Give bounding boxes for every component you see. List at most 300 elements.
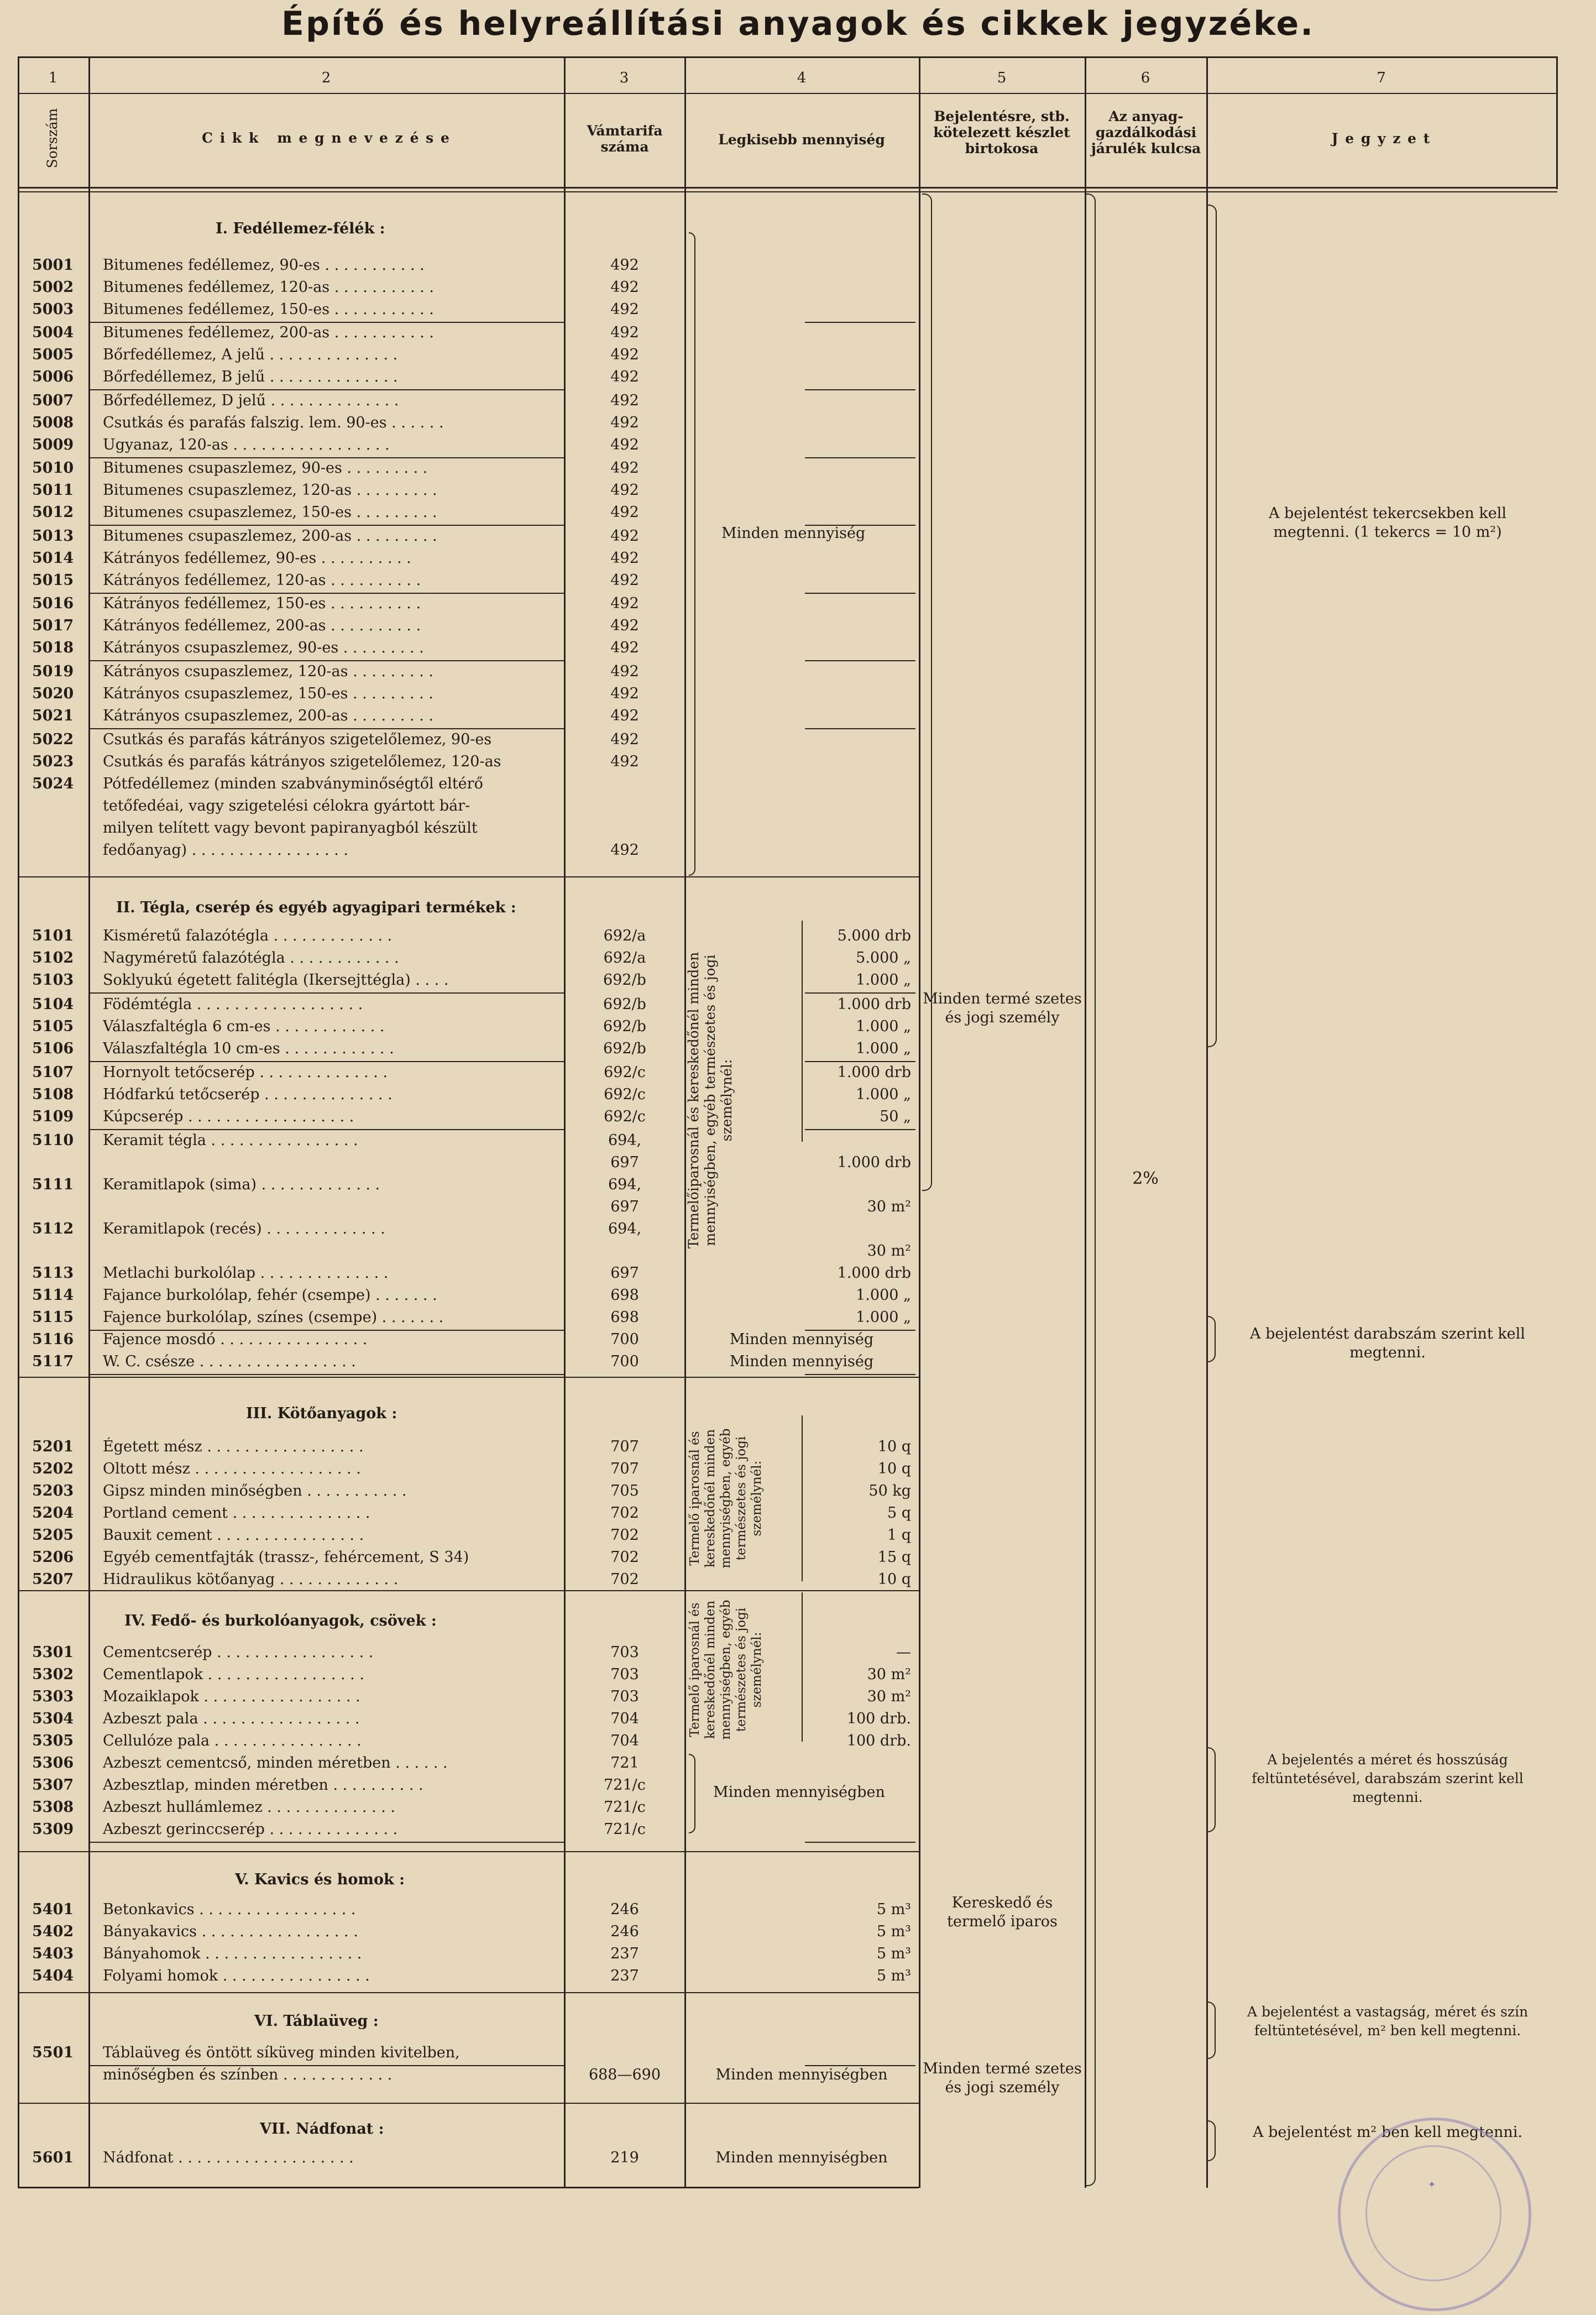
- note-5: A bejelentést m² ben kell megtenni.: [1253, 2124, 1522, 2141]
- row-tariff: 697: [610, 1154, 639, 1171]
- document-title: Építő és helyreállítási anyagok és cikkek jegyzéke.: [281, 4, 1315, 43]
- row-item-name: Cementlapok . . . . . . . . . . . . . . . . .: [103, 1666, 364, 1683]
- row-number: 5203: [32, 1482, 74, 1499]
- row-group-rule: [88, 2065, 564, 2066]
- row-item-name: Bőrfedéllemez, B jelű . . . . . . . . . . . . . .: [103, 368, 398, 385]
- row-tariff: 694,: [608, 1220, 642, 1237]
- row-tariff: 237: [610, 1945, 639, 1962]
- row-tariff: 703: [610, 1644, 639, 1661]
- row-tariff: 246: [610, 1901, 639, 1918]
- row-tariff: 492: [610, 527, 639, 545]
- col-number-6: 6: [1140, 70, 1150, 86]
- row-min-quantity: 1.000 drb: [837, 1264, 911, 1282]
- row-tariff: 492: [610, 707, 639, 724]
- holder-brace-1: [922, 194, 932, 1191]
- section-heading-6: VI. Táblaüveg :: [254, 2013, 379, 2030]
- note-brace-5: [1208, 2120, 1216, 2161]
- row-item-name: Kátrányos csupaszlemez, 120-as . . . . . . . . .: [103, 663, 433, 680]
- row-item-name: Betonkavics . . . . . . . . . . . . . . . . .: [103, 1901, 356, 1918]
- section-heading-3: III. Kötőanyagok :: [246, 1405, 397, 1422]
- qty-group-label-1: Minden mennyiség: [721, 525, 866, 542]
- row-number: 5014: [32, 550, 74, 567]
- row-number: 5306: [32, 1754, 74, 1771]
- row-item-name: Bitumenes csupaszlemez, 150-es . . . . . . . . .: [103, 504, 437, 521]
- row-tariff: 704: [610, 1710, 639, 1727]
- holder-label-3: Minden termé szetes és jogi személy: [923, 2060, 1082, 2096]
- row-item-name: Fajance burkolólap, fehér (csempe) . . . . . . .: [103, 1287, 437, 1304]
- row-number: 5104: [32, 996, 74, 1013]
- row-item-name: minőségben és színben . . . . . . . . . . . .: [103, 2066, 393, 2083]
- rate-brace: [1085, 194, 1096, 2186]
- row-min-quantity: 5 q: [887, 1504, 911, 1522]
- row-item-name: Oltott mész . . . . . . . . . . . . . . . . . .: [103, 1460, 361, 1477]
- row-tariff: 492: [610, 842, 639, 859]
- row-number: 5011: [32, 482, 74, 499]
- row-min-quantity: 5 m³: [876, 1967, 911, 1984]
- row-tariff: 697: [610, 1264, 639, 1282]
- row-group-rule: [88, 525, 564, 526]
- row-item-name: fedőanyag) . . . . . . . . . . . . . . . . .: [103, 842, 348, 859]
- row-number: 5308: [32, 1799, 74, 1816]
- row-tariff: 692/b: [603, 1040, 646, 1057]
- row-group-rule: [88, 1129, 564, 1130]
- row-tariff: 492: [610, 550, 639, 567]
- row-min-quantity: Minden mennyiség: [729, 1353, 874, 1370]
- row-tariff: 692/b: [603, 971, 646, 989]
- row-item-name: Hódfarkú tetőcserép . . . . . . . . . . . . . .: [103, 1086, 393, 1103]
- row-number: 5501: [32, 2044, 74, 2061]
- row-item-name: Egyéb cementfajták (trassz-, fehércement, S 34): [103, 1549, 469, 1566]
- row-group-rule: [88, 992, 564, 994]
- col-line-7: [1556, 56, 1558, 189]
- row-min-quantity: 10 q: [877, 1571, 911, 1588]
- holder-label-2: Kereskedő és termelő iparos: [947, 1894, 1058, 1930]
- qty-brace-2: [689, 1754, 695, 1833]
- row-tariff: 492: [610, 639, 639, 656]
- row-item-name: Bitumenes fedéllemez, 200-as . . . . . . . . . . .: [103, 324, 434, 341]
- row-group-rule-qty: [805, 992, 915, 994]
- row-item-name: Fajence burkolólap, színes (csempe) . . . . . . .: [103, 1309, 444, 1326]
- row-number: 5002: [32, 279, 74, 296]
- row-min-quantity: 5 m³: [876, 1945, 911, 1962]
- row-number: 5019: [32, 663, 74, 680]
- row-tariff: 692/c: [604, 1064, 646, 1081]
- row-tariff: 492: [610, 324, 639, 341]
- library-stamp-inner: [1365, 2145, 1501, 2281]
- row-min-quantity: Minden mennyiségben: [715, 2149, 888, 2166]
- row-min-quantity: 1.000 „: [856, 1309, 911, 1326]
- row-tariff: 492: [610, 459, 639, 477]
- row-item-name: Kátrányos csupaszlemez, 200-as . . . . . . . . .: [103, 707, 433, 724]
- row-group-rule: [88, 593, 564, 594]
- col-number-7: 7: [1377, 70, 1386, 86]
- section-heading-2: II. Tégla, cserép és egyéb agyagipari termékek :: [116, 899, 516, 916]
- row-group-rule-qty: [805, 457, 915, 458]
- row-item-name: Azbeszt gerinccserép . . . . . . . . . . . . . .: [103, 1821, 398, 1838]
- row-tariff: 692/b: [603, 1018, 646, 1035]
- row-tariff: 492: [610, 346, 639, 363]
- row-item-name: Kisméretű falazótégla . . . . . . . . . . . . .: [103, 927, 393, 944]
- row-number: 5101: [32, 927, 74, 944]
- row-group-rule-qty: [805, 1129, 915, 1130]
- row-number: 5106: [32, 1040, 74, 1057]
- row-tariff: 692/a: [603, 949, 646, 966]
- section-rule-2: [18, 876, 919, 877]
- row-tariff: 721: [610, 1754, 639, 1771]
- row-tariff: 702: [610, 1527, 639, 1544]
- row-min-quantity: 30 m²: [867, 1666, 911, 1683]
- row-item-name: Kátrányos fedéllemez, 150-es . . . . . . . . . .: [103, 595, 421, 612]
- row-number: 5401: [32, 1901, 74, 1918]
- row-tariff: 692/b: [603, 996, 646, 1013]
- row-number: 5302: [32, 1666, 74, 1683]
- section-rule-6: [18, 1992, 919, 1993]
- table-bottom-rule: [18, 2187, 919, 2188]
- col-number-3: 3: [619, 70, 629, 86]
- row-tariff: 698: [610, 1287, 639, 1304]
- row-number: 5305: [32, 1732, 74, 1749]
- row-item-name: Hidraulikus kötőanyag . . . . . . . . . . . . .: [103, 1571, 399, 1588]
- row-group-rule: [88, 389, 564, 390]
- row-item-name: Bőrfedéllemez, D jelű . . . . . . . . . . . . . .: [103, 392, 399, 409]
- row-number: 5024: [32, 775, 74, 792]
- row-number: 5013: [32, 527, 74, 545]
- row-min-quantity: 30 m²: [867, 1688, 911, 1705]
- row-number: 5018: [32, 639, 74, 656]
- row-item-name: Azbeszt hullámlemez . . . . . . . . . . . . . .: [103, 1799, 395, 1816]
- row-group-rule-qty: [805, 1374, 915, 1375]
- section-rule-7: [18, 2103, 919, 2104]
- row-item-name: Cellulóze pala . . . . . . . . . . . . . . . .: [103, 1732, 362, 1749]
- row-number: 5103: [32, 971, 74, 989]
- row-min-quantity: 50 kg: [868, 1482, 911, 1499]
- row-number: 5110: [32, 1132, 74, 1149]
- row-item-name: Metlachi burkolólap . . . . . . . . . . . . . .: [103, 1264, 389, 1282]
- row-group-rule: [88, 457, 564, 458]
- col-number-4: 4: [797, 70, 807, 86]
- row-tariff: 492: [610, 663, 639, 680]
- row-item-name: Ugyanaz, 120-as . . . . . . . . . . . . . . . . .: [103, 436, 390, 453]
- row-number: 5111: [32, 1176, 74, 1193]
- row-number: 5012: [32, 504, 74, 521]
- row-item-name: Kúpcserép . . . . . . . . . . . . . . . . . .: [103, 1108, 354, 1125]
- row-number: 5105: [32, 1018, 74, 1035]
- row-number: 5020: [32, 685, 74, 702]
- row-item-name: Keramitlapok (recés) . . . . . . . . . . . . .: [103, 1220, 385, 1237]
- row-number: 5117: [32, 1353, 74, 1370]
- row-number: 5404: [32, 1967, 74, 1984]
- row-tariff: 704: [610, 1732, 639, 1749]
- row-number: 5115: [32, 1309, 74, 1326]
- row-number: 5309: [32, 1821, 74, 1838]
- header-vamtarifa: Vámtarifa száma: [587, 123, 663, 155]
- row-tariff: 492: [610, 504, 639, 521]
- row-item-name: Portland cement . . . . . . . . . . . . . . .: [103, 1504, 370, 1522]
- row-number: 5023: [32, 753, 74, 770]
- row-item-name: Bányakavics . . . . . . . . . . . . . . . . .: [103, 1923, 358, 1940]
- section-rule-3: [18, 1377, 919, 1378]
- row-min-quantity: 100 drb.: [846, 1732, 911, 1749]
- row-number: 5307: [32, 1776, 74, 1794]
- row-item-name: milyen telített vagy bevont papiranyagból készült: [103, 819, 478, 837]
- row-tariff: 702: [610, 1504, 639, 1522]
- row-tariff: 237: [610, 1967, 639, 1984]
- row-item-name: Nádfonat . . . . . . . . . . . . . . . . . . .: [103, 2149, 354, 2166]
- row-tariff: 492: [610, 436, 639, 453]
- row-min-quantity: 10 q: [877, 1460, 911, 1477]
- row-number: 5005: [32, 346, 74, 363]
- row-item-name: Kátrányos fedéllemez, 90-es . . . . . . . . . .: [103, 550, 411, 567]
- note-1: A bejelentést tekercsekben kell megtenni. (1 tekercs = 10 m²): [1268, 505, 1507, 541]
- row-item-name: Csutkás és parafás falszig. lem. 90-es . . . . . .: [103, 414, 444, 431]
- row-number: 5010: [32, 459, 74, 477]
- row-tariff: 700: [610, 1353, 639, 1370]
- note-brace-1: [1208, 205, 1217, 1047]
- row-item-name: Bányahomok . . . . . . . . . . . . . . . . .: [103, 1945, 362, 1962]
- section-rule-5: [18, 1851, 919, 1852]
- row-item-name: Bitumenes fedéllemez, 90-es . . . . . . . . . . .: [103, 257, 425, 274]
- note-3: A bejelentés a méret és hosszúság feltüntetésével, darabszám szerint kell megtenni.: [1252, 1752, 1524, 1805]
- row-min-quantity: Minden mennyiségben: [715, 2066, 888, 2083]
- row-item-name: Kátrányos fedéllemez, 120-as . . . . . . . . . .: [103, 572, 421, 589]
- row-number: 5017: [32, 617, 74, 634]
- header-bejelentesre: Bejelentésre, stb. kötelezett készlet birtokosa: [933, 108, 1070, 156]
- row-min-quantity: —: [896, 1644, 911, 1661]
- row-group-rule: [88, 322, 564, 323]
- row-tariff: 492: [610, 595, 639, 612]
- row-group-rule-qty: [805, 322, 915, 323]
- row-min-quantity: 5.000 drb: [837, 927, 911, 944]
- row-group-rule: [88, 1374, 564, 1375]
- row-number: 5301: [32, 1644, 74, 1661]
- row-tariff: 702: [610, 1571, 639, 1588]
- row-item-name: Folyami homok . . . . . . . . . . . . . . . .: [103, 1967, 370, 1984]
- col-number-1: 1: [48, 70, 58, 86]
- row-group-rule-qty: [805, 2065, 915, 2066]
- row-item-name: Bitumenes csupaszlemez, 120-as . . . . . . . . .: [103, 482, 437, 499]
- row-min-quantity: 1.000 „: [856, 1040, 911, 1057]
- row-number: 5205: [32, 1527, 74, 1544]
- row-tariff: 492: [610, 301, 639, 318]
- header-jarulek-kulcsa: Az anyag-gazdálkodási járulék kulcsa: [1091, 108, 1201, 156]
- row-number: 5004: [32, 324, 74, 341]
- rate-label: 2%: [1132, 1169, 1159, 1188]
- row-number: 5402: [32, 1923, 74, 1940]
- row-tariff: 492: [610, 257, 639, 274]
- row-number: 5015: [32, 572, 74, 589]
- col-line-2: [564, 56, 566, 2188]
- col-line-0: [18, 56, 19, 2188]
- row-number: 5001: [32, 257, 74, 274]
- row-number: 5007: [32, 392, 74, 409]
- row-item-name: Azbeszt cementcső, minden méretben . . . . . .: [103, 1754, 448, 1771]
- row-tariff: 492: [610, 414, 639, 431]
- row-number: 5109: [32, 1108, 74, 1125]
- row-item-name: Fajence mosdó . . . . . . . . . . . . . . . .: [103, 1331, 368, 1348]
- row-item-name: Válaszfaltégla 10 cm-es . . . . . . . . . . . .: [103, 1040, 394, 1057]
- col-number-2: 2: [321, 70, 331, 86]
- row-item-name: Csutkás és parafás kátrányos szigetelőlemez, 90-es: [103, 731, 492, 748]
- row-number: 5003: [32, 301, 74, 318]
- row-item-name: Bitumenes fedéllemez, 150-es . . . . . . . . . . .: [103, 301, 434, 318]
- row-group-rule: [88, 1842, 564, 1843]
- row-number: 5201: [32, 1438, 74, 1455]
- note-brace-3: [1208, 1747, 1216, 1832]
- row-item-name: Keramitlapok (sima) . . . . . . . . . . . . .: [103, 1176, 380, 1193]
- row-item-name: W. C. csésze . . . . . . . . . . . . . . . . .: [103, 1353, 356, 1370]
- row-tariff: 692/c: [604, 1086, 646, 1103]
- row-number: 5207: [32, 1571, 74, 1588]
- row-min-quantity: 5 m³: [876, 1901, 911, 1918]
- section-heading-4: IV. Fedő- és burkolóanyagok, csövek :: [124, 1612, 437, 1629]
- row-min-quantity: 1.000 „: [856, 1018, 911, 1035]
- section-heading-7: VII. Nádfonat :: [260, 2120, 384, 2138]
- row-tariff: 700: [610, 1331, 639, 1348]
- row-item-name: Födémtégla . . . . . . . . . . . . . . . . . .: [103, 996, 363, 1013]
- row-item-name: Égetett mész . . . . . . . . . . . . . . . . .: [103, 1438, 364, 1455]
- row-tariff: 492: [610, 482, 639, 499]
- row-number: 5303: [32, 1688, 74, 1705]
- col-line-4: [919, 56, 920, 2188]
- row-tariff: 692/a: [603, 927, 646, 944]
- row-item-name: Azbeszt pala . . . . . . . . . . . . . . . . .: [103, 1710, 360, 1727]
- vert-note-section-3: Termelő iparosnál és kereskedőnél minden mennyiségben, egyéb természetes és jogi személynél:: [688, 1428, 764, 1569]
- row-min-quantity: 10 q: [877, 1438, 911, 1455]
- header-sorszam: Sorszám: [44, 108, 60, 169]
- row-number: 5116: [32, 1331, 74, 1348]
- row-tariff: 703: [610, 1666, 639, 1683]
- row-item-name: Bitumenes csupaszlemez, 90-es . . . . . . . . .: [103, 459, 428, 477]
- row-number: 5112: [32, 1220, 74, 1237]
- row-number: 5008: [32, 414, 74, 431]
- row-number: 5114: [32, 1287, 74, 1304]
- row-min-quantity: 15 q: [877, 1549, 911, 1566]
- note-4: A bejelentést a vastagság, méret és szín feltüntetésével, m² ben kell megtenni.: [1247, 2004, 1529, 2039]
- row-min-quantity: 1.000 „: [856, 1287, 911, 1304]
- row-item-name: Hornyolt tetőcserép . . . . . . . . . . . . . .: [103, 1064, 388, 1081]
- row-item-name: Bitumenes csupaszlemez, 200-as . . . . . . . . .: [103, 527, 437, 545]
- row-item-name: Soklyukú égetett falitégla (Ikersejttégla) . . . .: [103, 971, 449, 989]
- row-item-name: Csutkás és parafás kátrányos szigetelőlemez, 120-as: [103, 753, 501, 770]
- row-min-quantity: 5 m³: [876, 1923, 911, 1940]
- row-min-quantity: 100 drb.: [846, 1710, 911, 1727]
- row-item-name: Válaszfaltégla 6 cm-es . . . . . . . . . . . .: [103, 1018, 385, 1035]
- row-item-name: Nagyméretű falazótégla . . . . . . . . . . . .: [103, 949, 399, 966]
- row-group-rule-qty: [805, 660, 915, 661]
- row-tariff: 492: [610, 753, 639, 770]
- row-item-name: Bauxit cement . . . . . . . . . . . . . . . .: [103, 1527, 364, 1544]
- row-item-name: Azbesztlap, minden méretben . . . . . . . . . .: [103, 1776, 423, 1794]
- header-bottom-rule-2: [18, 191, 1557, 192]
- row-tariff: 705: [610, 1482, 639, 1499]
- row-group-rule-qty: [805, 593, 915, 594]
- vert-note-divider-4: [802, 1592, 803, 1742]
- row-min-quantity: 1.000 drb: [837, 1064, 911, 1081]
- row-number: 5022: [32, 731, 74, 748]
- row-tariff: 721/c: [604, 1799, 646, 1816]
- row-tariff: 688—690: [588, 2066, 661, 2083]
- qty-group-label-2: Minden mennyiségben: [713, 1784, 885, 1801]
- col-line-1: [88, 56, 90, 2188]
- row-number: 5202: [32, 1460, 74, 1477]
- row-group-rule: [88, 1330, 564, 1331]
- row-number: 5021: [32, 707, 74, 724]
- row-tariff: 703: [610, 1688, 639, 1705]
- row-group-rule: [88, 1061, 564, 1062]
- note-2: A bejelentést darabszám szerint kell megtenni.: [1250, 1325, 1525, 1361]
- row-tariff: 492: [610, 392, 639, 409]
- header-legkisebb-mennyiseg: Legkisebb mennyiség: [718, 132, 885, 148]
- row-number: 5204: [32, 1504, 74, 1522]
- section-heading-5: V. Kavics és homok :: [235, 1871, 405, 1888]
- header-bottom-rule: [18, 187, 1557, 189]
- row-tariff: 492: [610, 279, 639, 296]
- row-tariff: 492: [610, 617, 639, 634]
- row-item-name: Gipsz minden minőségben . . . . . . . . . . .: [103, 1482, 407, 1499]
- row-item-name: Bőrfedéllemez, A jelű . . . . . . . . . . . . . .: [103, 346, 398, 363]
- row-min-quantity: 30 m²: [867, 1242, 911, 1260]
- row-number: 5107: [32, 1064, 74, 1081]
- row-item-name: Kátrányos csupaszlemez, 90-es . . . . . . . . .: [103, 639, 424, 656]
- row-group-rule: [88, 728, 564, 729]
- row-tariff: 698: [610, 1309, 639, 1326]
- row-min-quantity: 1.000 drb: [837, 996, 911, 1013]
- table-top-rule: [18, 56, 1557, 58]
- row-tariff: 492: [610, 685, 639, 702]
- row-tariff: 219: [610, 2149, 639, 2166]
- row-number: 5009: [32, 436, 74, 453]
- section-heading-1: I. Fedéllemez-félék :: [216, 220, 385, 237]
- row-group-rule-qty: [805, 389, 915, 390]
- row-number: 5206: [32, 1549, 74, 1566]
- row-item-name: Táblaüveg és öntött síküveg minden kivitelben,: [103, 2044, 460, 2061]
- row-number: 5304: [32, 1710, 74, 1727]
- row-tariff: 721/c: [604, 1776, 646, 1794]
- row-group-rule-qty: [805, 728, 915, 729]
- row-group-rule-qty: [805, 1842, 915, 1843]
- row-item-name: Cementcserép . . . . . . . . . . . . . . . . .: [103, 1644, 374, 1661]
- header-jegyzet: J e g y z e t: [1331, 130, 1431, 147]
- row-number: 5403: [32, 1945, 74, 1962]
- row-tariff: 707: [610, 1438, 639, 1455]
- note-brace-4: [1208, 2002, 1216, 2059]
- header-cikk-megnevezese: C i k k m e g n e v e z é s e: [202, 130, 451, 146]
- row-min-quantity: 1.000 drb: [837, 1154, 911, 1171]
- row-item-name: tetőfedéai, vagy szigetelési célokra gyártott bár-: [103, 797, 470, 814]
- row-min-quantity: 5.000 „: [856, 949, 911, 966]
- col-number-5: 5: [997, 70, 1007, 86]
- row-tariff: 702: [610, 1549, 639, 1566]
- row-min-quantity: 30 m²: [867, 1198, 911, 1215]
- row-item-name: Kátrányos fedéllemez, 200-as . . . . . . . . . .: [103, 617, 421, 634]
- vert-note-divider-3: [802, 1415, 803, 1581]
- row-tariff: 492: [610, 572, 639, 589]
- row-number: 5601: [32, 2149, 74, 2166]
- row-min-quantity: 50 „: [880, 1108, 911, 1125]
- column-number-rule: [18, 93, 1557, 94]
- note-brace-2: [1208, 1316, 1216, 1362]
- row-min-quantity: 1 q: [887, 1527, 911, 1544]
- row-min-quantity: 1.000 „: [856, 971, 911, 989]
- row-item-name: Mozaiklapok . . . . . . . . . . . . . . . . .: [103, 1688, 360, 1705]
- row-min-quantity: 1.000 „: [856, 1086, 911, 1103]
- row-tariff: 246: [610, 1923, 639, 1940]
- row-tariff: 692/c: [604, 1108, 646, 1125]
- row-tariff: 492: [610, 368, 639, 385]
- row-tariff: 721/c: [604, 1821, 646, 1838]
- row-item-name: Keramit tégla . . . . . . . . . . . . . . . .: [103, 1132, 358, 1149]
- row-number: 5016: [32, 595, 74, 612]
